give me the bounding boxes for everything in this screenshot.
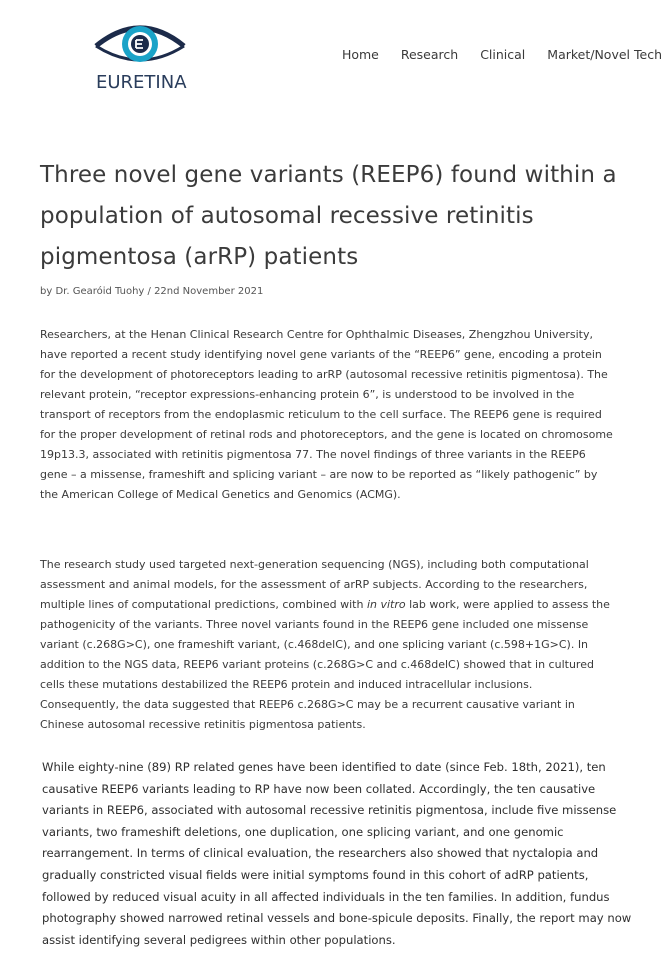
site-header <box>0 0 662 110</box>
eye-logo-icon <box>92 16 188 72</box>
article-byline: by Dr. Gearóid Tuohy / 22nd November 2021 <box>40 286 264 297</box>
euretina-logo[interactable] <box>92 16 188 94</box>
article-paragraph: While eighty-nine (89) RP related genes have been identified to date (since Feb. 18th, 2021), ten causative REEP6 variants leading to RP have now been collated. Accordingly, the ten causative variants in REEP6, associated with autosomal recessive retinitis pigmentosa, include five missense variants, two frameshift deletions, one duplication, one splicing variant, and one genomic rearrangement. In terms of clinical evaluation, the researchers also showed that nyctalopia and gradually constricted visual fields were initial symptoms found in this cohort of adRP patients, followed by reduced visual acuity in all affected individuals in the ten families. In addition, fundus photography showed narrowed retinal vessels and bone-spicule deposits. Finally, the report may now assist identifying several pedigrees within other populations. <box>42 760 632 947</box>
nav-clinical[interactable]: Clinical <box>480 47 526 62</box>
logo-text: EURETINA <box>96 72 187 93</box>
article-paragraph <box>40 555 610 735</box>
main-nav <box>320 47 662 62</box>
article <box>40 155 632 947</box>
nav-home[interactable]: Home <box>341 47 379 62</box>
article-paragraph: Researchers, at the Henan Clinical Research Centre for Ophthalmic Diseases, Zhengzhou University, have reported a recent study identifying novel gene variants of the “REEP6” gene, encoding a protein for the development of photoreceptors leading to arRP (autosomal recessive retinitis pigmentosa). The relevant protein, “receptor expressions-enhancing protein 6”, is understood to be involved in the transport of receptors from the endoplasmic reticulum to the cell surface. The REEP6 gene is required for the proper development of retinal rods and photoreceptors, and the gene is located on chromosome 19p13.3, associated with retinitis pigmentosa 77. The novel findings of three variants in the REEP6 gene – a missense, frameshift and splicing variant – are now to be reported as “likely pathogenic” by the American College of Medical Genetics and Genomics (ACMG). <box>40 328 613 501</box>
paragraph-text: lab work, were applied to assess the pathogenicity of the variants. Three novel variants found in the REEP6 gene included one missense variant (c.268G>C), one frameshift variant, (c.468delC), and one splicing variant (c.598+1G>C). In addition to the NGS data, REEP6 variant proteins (c.268G>C and c.468delC) showed that in cultured cells these mutations destabilized the REEP6 protein and induced intracellular inclusions. Consequently, the data suggested that REEP6 c.268G>C may be a recurrent causative variant in Chinese autosomal recessive retinitis pigmentosa patients. <box>40 598 610 731</box>
paragraph-italic-text: in vitro <box>366 598 406 611</box>
nav-market-novel-tech[interactable]: Market/Novel Tech <box>547 47 662 62</box>
nav-research[interactable]: Research <box>400 47 459 62</box>
paragraph-text: The research study used targeted next-generation sequencing (NGS), including both computational assessment and animal models, for the assessment of arRP subjects. According to the researchers, multiple lines of computational predictions, combined with <box>40 558 589 611</box>
article-title: Three novel gene variants (REEP6) found within a population of autosomal recessive retinitis pigmentosa (arRP) patients <box>40 162 617 270</box>
